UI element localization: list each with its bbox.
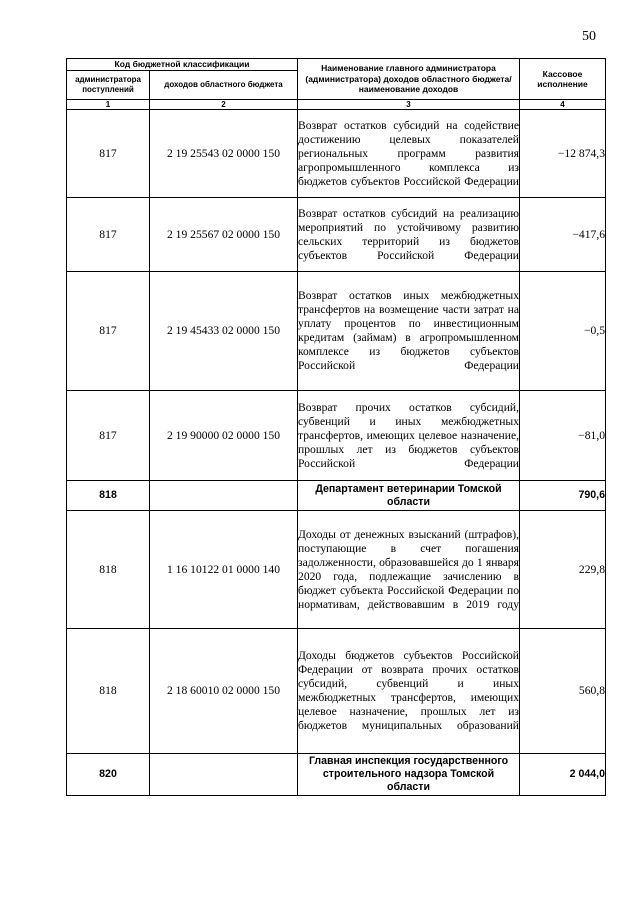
cash-amount: −417,6 [520,198,606,272]
table-row [67,391,606,481]
income-code [150,754,298,796]
department-name: Главная инспекция государственного строительного надзора Томской области [298,754,520,796]
cash-amount: −81,0 [520,391,606,481]
income-code: 2 18 60010 02 0000 150 [150,629,298,754]
header-income: доходов областного бюджета [150,71,298,100]
department-amount: 790,6 [520,481,606,511]
income-name: Возврат остатков иных межбюджетных трансфертов на возмещение части затрат на уплату процентов по инвестиционным кредитам (займам) в агропромышленном комплексе из бюджетов субъектов Российской Федерации [298,272,520,391]
income-code: 1 16 10122 01 0000 140 [150,511,298,629]
header-name: Наименование главного администратора (администратора) доходов областного бюджета/ наименование доходов [298,59,520,100]
income-name: Возврат остатков субсидий на содействие достижению целевых показателей региональных программ развития агропромышленного комплекса из бюджетов субъектов Российской Федерации [298,110,520,198]
column-number-1: 1 [67,100,150,110]
admin-code: 817 [67,391,150,481]
admin-code: 818 [67,511,150,629]
income-code: 2 19 45433 02 0000 150 [150,272,298,391]
table-row [67,110,606,198]
budget-table [66,58,606,796]
table-row [67,629,606,754]
header-kbk: Код бюджетной классификации [67,59,298,71]
header-admin: администратора поступлений [67,71,150,100]
cash-amount: −12 874,3 [520,110,606,198]
page-number: 50 [582,29,596,44]
department-row [67,481,606,511]
income-code: 2 19 90000 02 0000 150 [150,391,298,481]
column-number-4: 4 [520,100,606,110]
cash-amount: −0,5 [520,272,606,391]
admin-code: 817 [67,198,150,272]
admin-code: 818 [67,481,150,511]
admin-code: 818 [67,629,150,754]
admin-code: 817 [67,272,150,391]
department-row [67,754,606,796]
department-amount: 2 044,0 [520,754,606,796]
table-row [67,272,606,391]
income-name: Доходы бюджетов субъектов Российской Федерации от возврата прочих остатков субсидий, субвенций и иных межбюджетных трансфертов, имеющих целевое назначение, прошлых лет из бюджетов муниципальных образований [298,629,520,754]
department-name: Департамент ветеринарии Томской области [298,481,520,511]
column-number-3: 3 [298,100,520,110]
column-number-2: 2 [150,100,298,110]
income-code: 2 19 25543 02 0000 150 [150,110,298,198]
cash-amount: 560,8 [520,629,606,754]
income-name: Возврат прочих остатков субсидий, субвенций и иных межбюджетных трансфертов, имеющих целевое назначение, прошлых лет из бюджетов субъектов Российской Федерации [298,391,520,481]
table-row [67,198,606,272]
header-cash: Кассовое исполнение [520,59,606,100]
income-name: Возврат остатков субсидий на реализацию мероприятий по устойчивому развитию сельских территорий из бюджетов субъектов Российской Федерации [298,198,520,272]
income-name: Доходы от денежных взысканий (штрафов), поступающие в счет погашения задолженности, образовавшейся до 1 января 2020 года, подлежащие зачислению в бюджет субъекта Российской Федерации по нормативам, действовавшим в 2019 году [298,511,520,629]
admin-code: 820 [67,754,150,796]
cash-amount: 229,8 [520,511,606,629]
table-row [67,511,606,629]
admin-code: 817 [67,110,150,198]
income-code: 2 19 25567 02 0000 150 [150,198,298,272]
income-code [150,481,298,511]
